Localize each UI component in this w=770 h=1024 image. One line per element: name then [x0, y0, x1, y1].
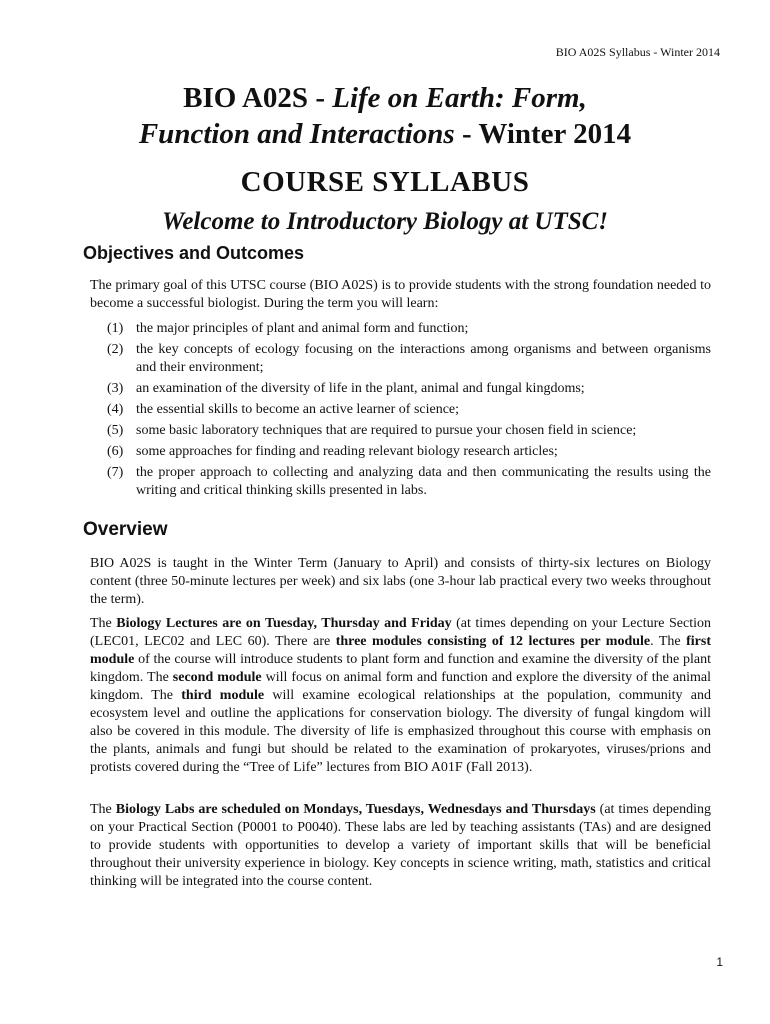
list-item-text: an examination of the diversity of life in the plant, animal and fungal kingdoms;	[136, 381, 585, 396]
overview-paragraph-1: BIO A02S is taught in the Winter Term (January to April) and consists of thirty-six lectures on Biology content (three 50-minute lectures per week) and six labs (one 3-hour lab practical every two weeks throughout the term).	[90, 556, 711, 607]
running-header: BIO A02S Syllabus - Winter 2014	[555, 45, 720, 59]
third-module-bold: third module	[181, 688, 265, 703]
list-item-number: (7)	[107, 465, 124, 480]
course-title-part1: Life on Earth: Form,	[332, 82, 587, 114]
overview-paragraph-lectures	[90, 615, 711, 777]
text-run: (at times depending on your Lecture Section (LEC01, LEC02 and LEC 60). There are	[90, 616, 712, 649]
list-item	[90, 401, 711, 419]
overview-paragraph-labs	[90, 801, 711, 891]
second-module-bold: second module	[172, 670, 262, 685]
list-item-number: (4)	[107, 402, 124, 417]
list-item-number: (6)	[107, 444, 124, 459]
lecture-days-bold: Biology Lectures are on Tuesday, Thursday and Friday	[116, 616, 452, 631]
text-run: . The	[650, 634, 687, 649]
list-item	[90, 422, 711, 440]
syllabus-heading: COURSE SYLLABUS	[240, 166, 530, 198]
list-item-number: (2)	[107, 342, 124, 357]
overview-heading: Overview	[83, 519, 168, 540]
list-item-text: the essential skills to become an active learner of science;	[136, 402, 460, 417]
list-item	[90, 320, 711, 338]
list-item	[90, 380, 711, 398]
list-item-number: (1)	[107, 321, 124, 336]
list-item	[90, 464, 711, 500]
list-item-text: the proper approach to collecting and analyzing data and then communicating the results using the writing and critical thinking skills presented in labs.	[136, 465, 711, 498]
list-item-number: (5)	[107, 423, 124, 438]
title-line-1	[0, 80, 770, 116]
objectives-heading: Objectives and Outcomes	[83, 243, 305, 263]
first-module-bold: first module	[90, 634, 711, 667]
course-code: BIO A02S -	[183, 82, 333, 114]
list-item-text: the major principles of plant and animal form and function;	[136, 321, 469, 336]
objectives-list	[90, 320, 711, 503]
list-item	[90, 341, 711, 377]
list-item-text: some approaches for finding and reading relevant biology research articles;	[136, 444, 558, 459]
lab-days-bold: Biology Labs are scheduled on Mondays, Tuesdays, Wednesdays and Thursdays	[115, 802, 596, 817]
page-number: 1	[716, 955, 723, 969]
text-run: of the course will introduce students to plant form and function and examine the diversity of the plant kingdom. The	[90, 652, 711, 685]
list-item-text: some basic laboratory techniques that are required to pursue your chosen field in science;	[136, 423, 637, 438]
list-item	[90, 443, 711, 461]
welcome-heading: Welcome to Introductory Biology at UTSC!	[161, 208, 609, 235]
list-item-text: the key concepts of ecology focusing on the interactions among organisms and between organisms and their environment;	[136, 342, 711, 375]
course-term: - Winter 2014	[454, 118, 632, 150]
title-line-2	[0, 116, 770, 152]
course-title-part2: Function and Interactions	[138, 118, 455, 150]
text-run: The	[90, 802, 116, 817]
objectives-intro: The primary goal of this UTSC course (BIO A02S) is to provide students with the strong foundation needed to become a successful biologist. During the term you will learn:	[90, 278, 711, 311]
title-block	[0, 80, 770, 235]
text-run: will focus on animal form and function and explore the diversity of the animal kingdom. The	[90, 670, 712, 703]
text-run: (at times depending on your Practical Section (P0001 to P0040). These labs are led by teaching assistants (TAs) and are designed to provide students with opportunities to develop a variety of important skills that will be beneficial throughout their university experience in biology. Key concepts in science writing, math, statistics and critical thinking will be integrated into the course content.	[90, 802, 711, 889]
text-run: The	[90, 616, 117, 631]
text-run: will examine ecological relationships at the population, community and ecosystem level and outline the applications for conservation biology. The diversity of fungal kingdom will also be covered in this module. The diversity of life is emphasized throughout this course with emphasis on the plants, animals and fungi but should be related to the examination of prokaryotes, viruses/prions and protists covered during the “Tree of Life” lectures from BIO A01F (Fall 2013).	[90, 688, 711, 775]
list-item-number: (3)	[107, 381, 124, 396]
modules-bold: three modules consisting of 12 lectures per module	[335, 634, 651, 649]
